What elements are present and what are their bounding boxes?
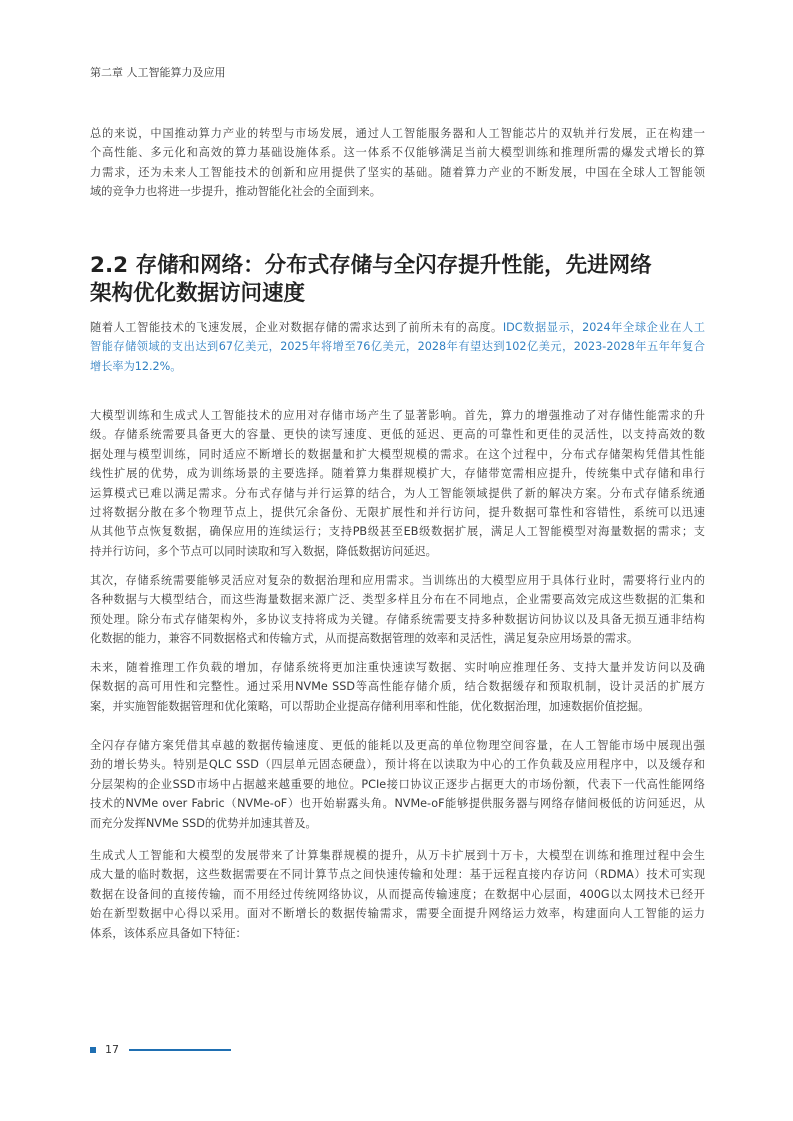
text-line: 技术的NVMe over Fabric（NVMe-oF）也开始崭露头角。NVMe-oF能够提供服务器与网络存储间极低的访问延迟，从 bbox=[90, 797, 705, 811]
text-line: 过将数据分散在多个物理节点上，提供冗余备份、无限扩展性和并行访问，提升数据可靠性和容错性，系统可以迅速 bbox=[90, 505, 705, 519]
text-line: 级。存储系统需要具备更大的容量、更快的读写速度、更低的延迟、更高的可靠性和更佳的灵活性，以支持高效的数 bbox=[90, 428, 705, 442]
text-line: 各种数据与大模型结合，而这些海量数据来源广泛、类型多样且分布在不同地点，企业需要高效完成这些数据的汇集和 bbox=[90, 593, 705, 607]
footer-square-icon bbox=[90, 1047, 96, 1053]
text-line: 预处理。除分布式存储架构外，多协议支持将成为关键。存储系统需要支持多种数据访问协议以及具备无损互通非结构 bbox=[90, 612, 705, 626]
paragraph-idc-data bbox=[90, 318, 705, 376]
text-line: 案，并实施智能数据管理和优化策略，可以帮助企业提高存储利用率和性能，优化数据治理，加速数据价值挖掘。 bbox=[90, 699, 650, 713]
paragraph-network bbox=[90, 846, 705, 943]
text-line: 体系，该体系应具备如下特征： bbox=[90, 926, 247, 940]
paragraph-storage-impact bbox=[90, 406, 705, 561]
section-title-line: 2.2 存储和网络：分布式存储与全闪存提升性能，先进网络 bbox=[90, 253, 652, 278]
text-line: 从其他节点恢复数据，确保应用的连续运行；支持PB级甚至EB级数据扩展，满足人工智能模型对海量数据的需求；支 bbox=[90, 525, 705, 539]
paragraph-all-flash bbox=[90, 736, 705, 833]
text-line: 化数据的能力，兼容不同数据格式和传输方式，从而提高数据管理的效率和灵活性，满足复杂应用场景的需求。 bbox=[90, 632, 639, 646]
text-line: 全闪存存储方案凭借其卓越的数据传输速度、更低的能耗以及更高的单位物理空间容量，在人工智能市场中展现出强 bbox=[90, 739, 705, 752]
text-line: 生成式人工智能和大模型的发展带来了计算集群规模的提升，从万卡扩展到十万卡，大模型在训练和推理过程中会生 bbox=[90, 849, 705, 862]
chapter-header: 第二章 人工智能算力及应用 bbox=[90, 66, 226, 79]
footer-rule bbox=[129, 1049, 231, 1051]
text-line: 保数据的高可用性和完整性。通过采用NVMe SSD等高性能存储介质，结合数据缓存和预取机制，设计灵活的扩展方 bbox=[90, 680, 705, 694]
paragraph-inference-future bbox=[90, 658, 705, 716]
text-line: 个高性能、多元化和高效的算力基础设施体系。这一体系不仅能够满足当前大模型训练和推理所需的爆发式增长的算 bbox=[90, 146, 705, 160]
text-line: 持并行访问，多个节点可以同时读取和写入数据，降低数据访问延迟。 bbox=[90, 544, 437, 558]
text-line: 域的竞争力也将进一步提升，推动智能化社会的全面到来。 bbox=[90, 185, 381, 199]
text-line: 力需求，还为未来人工智能技术的创新和应用提供了坚实的基础。随着算力产业的不断发展，中国在全球人工智能领 bbox=[90, 165, 705, 179]
text-line: 数据在设备间的直接传输，而不用经过传统网络协议，从而提高传输速度；在数据中心层面，400G以太网技术已经开 bbox=[90, 887, 705, 901]
idc-highlight: 增长率为12.2%。 bbox=[90, 359, 182, 373]
text-line: 据处理与模型训练，同时适应不断增长的数据量和扩大模型规模的需求。在这个过程中，分布式存储架构凭借其性能 bbox=[90, 447, 705, 461]
text-line: 分层架构的企业SSD市场中占据越来越重要的地位。PCIe接口协议正逐步占据更大的市场份额，代表下一代高性能网络 bbox=[90, 777, 705, 791]
text-line: 而充分发挥NVMe SSD的优势并加速其普及。 bbox=[90, 816, 317, 830]
idc-highlight: 智能存储领域的支出达到67亿美元，2025年将增至76亿美元，2028年有望达到102亿美元，2023-2028年五年年复合 bbox=[90, 340, 705, 354]
text-line: 劲的增长势头。特别是QLC SSD（四层单元固态硬盘），预计将在以读取为中心的工作负载及应用程序中，以及缓存和 bbox=[90, 758, 705, 772]
text-line: 运算模式已难以满足需求。分布式存储与并行运算的结合，为人工智能领域提供了新的解决方案。分布式存储系统通 bbox=[90, 486, 705, 500]
text-line: 始在新型数据中心得以采用。面对不断增长的数据传输需求，需要全面提升网络运力效率，构建面向人工智能的运力 bbox=[90, 907, 705, 921]
text-line: 其次，存储系统需要能够灵活应对复杂的数据治理和应用需求。当训练出的大模型应用于具体行业时，需要将行业内的 bbox=[90, 574, 705, 587]
text-line: 大模型训练和生成式人工智能技术的应用对存储市场产生了显著影响。首先，算力的增强推动了对存储性能需求的升 bbox=[90, 409, 705, 422]
paragraph-summary bbox=[90, 124, 705, 202]
text-line: 线性扩展的优势，成为训练场景的主要选择。随着算力集群规模扩大，存储带宽需相应提升，传统集中式存储和串行 bbox=[90, 467, 705, 481]
section-title-line: 架构优化数据访问速度 bbox=[90, 281, 306, 306]
idc-highlight: IDC数据显示，2024年全球企业在人工 bbox=[502, 321, 705, 334]
intro-text: 随着人工智能技术的飞速发展，企业对数据存储的需求达到了前所未有的高度。 bbox=[90, 321, 503, 334]
text-line: 成大量的临时数据，这些数据需要在不同计算节点之间快速传输和处理：基于远程直接内存访问（RDMA）技术可实现 bbox=[90, 868, 705, 882]
paragraph-data-governance bbox=[90, 571, 705, 649]
text-line: 未来，随着推理工作负载的增加，存储系统将更加注重快速读写数据、实时响应推理任务、支持大量并发访问以及确 bbox=[90, 661, 705, 674]
page-footer bbox=[90, 1043, 231, 1056]
text-line: 总的来说，中国推动算力产业的转型与市场发展，通过人工智能服务器和人工智能芯片的双轨并行发展，正在构建一 bbox=[90, 127, 705, 140]
page-number: 17 bbox=[105, 1043, 119, 1056]
section-title bbox=[90, 252, 710, 308]
